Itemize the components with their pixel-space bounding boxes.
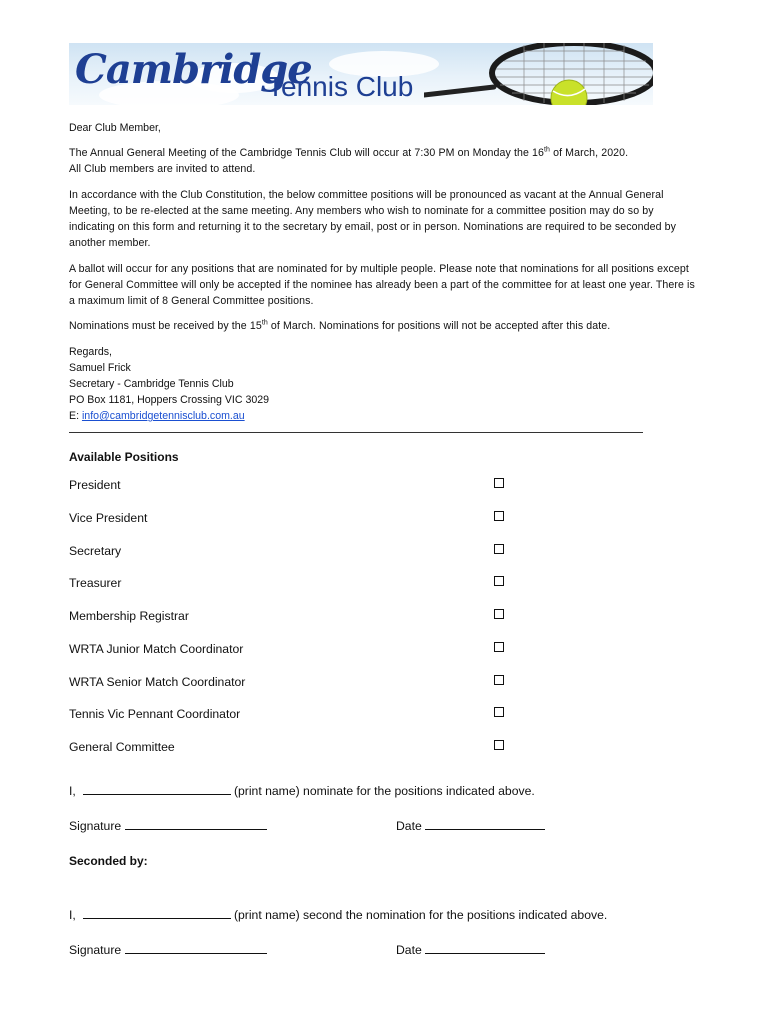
position-general-committee: General Committee	[69, 740, 175, 754]
nominator-name-field[interactable]	[83, 783, 231, 795]
secretary-name: Samuel Frick	[69, 362, 131, 374]
nominator-line	[69, 783, 535, 798]
position-vice-president: Vice President	[69, 511, 148, 525]
greeting: Dear Club Member,	[69, 122, 161, 134]
checkbox-general-committee[interactable]	[494, 740, 504, 750]
position-treasurer: Treasurer	[69, 576, 122, 590]
nominate-text: (print name) nominate for the positions indicated above.	[233, 784, 535, 798]
deadline-text: Nominations must be received by the 15	[69, 320, 262, 332]
seconder-signature-line	[69, 942, 267, 957]
seconded-by-heading: Seconded by:	[69, 854, 148, 868]
second-text: (print name) second the nomination for the positions indicated above.	[233, 908, 608, 922]
position-wrta-junior: WRTA Junior Match Coordinator	[69, 642, 244, 656]
seconder-line	[69, 907, 607, 922]
position-wrta-senior: WRTA Senior Match Coordinator	[69, 675, 246, 689]
nominator-signature-line	[69, 818, 267, 833]
signature-block	[69, 344, 269, 424]
nominator-date-line	[396, 818, 545, 833]
seconder-signature-field[interactable]	[125, 942, 267, 954]
available-positions-heading: Available Positions	[69, 450, 179, 464]
email-link[interactable]: info@cambridgetennisclub.com.au	[81, 410, 245, 422]
checkbox-secretary[interactable]	[494, 544, 504, 554]
paragraph-constitution: In accordance with the Club Constitution, the below committee positions will be pronounced as vacant at the Annual General Meeting, to be re-elected at the same meeting. Any members who wish to nominate for a committee position may do so by indicating on this form and returning it to the secretary by email, post or in person. Nominations are required to be seconded by another member.	[69, 189, 677, 249]
paragraph-deadline	[69, 318, 699, 334]
logo-cambridge: Cambridge	[75, 46, 312, 93]
checkbox-tennis-vic-pennant[interactable]	[494, 707, 504, 717]
seconder-i-label: I,	[69, 908, 76, 922]
checkbox-wrta-senior[interactable]	[494, 675, 504, 685]
checkbox-president[interactable]	[494, 478, 504, 488]
email-prefix: E:	[69, 410, 82, 422]
position-tennis-vic-pennant: Tennis Vic Pennant Coordinator	[69, 707, 241, 721]
logo-tennis-club: Tennis Club	[267, 71, 414, 102]
checkbox-membership-registrar[interactable]	[494, 609, 504, 619]
seconder-date-field[interactable]	[425, 942, 545, 954]
tennis-racket-icon	[424, 43, 653, 105]
meeting-text: The Annual General Meeting of the Cambridge Tennis Club will occur at 7:30 PM on Monday the 16	[69, 147, 545, 159]
invite-text: All Club members are invited to attend.	[69, 163, 256, 175]
meeting-ordinal: th	[544, 146, 551, 154]
checkbox-treasurer[interactable]	[494, 576, 504, 586]
email-line	[69, 408, 269, 424]
position-secretary: Secretary	[69, 544, 122, 558]
position-membership-registrar: Membership Registrar	[69, 609, 189, 623]
paragraph-meeting	[69, 145, 699, 177]
nominator-date-field[interactable]	[425, 818, 545, 830]
deadline-ordinal: th	[261, 319, 268, 327]
seconder-date-line	[396, 942, 545, 957]
position-president: President	[69, 478, 121, 492]
nominator-date-label: Date	[396, 819, 422, 833]
seconder-date-label: Date	[396, 943, 422, 957]
nominator-signature-label: Signature	[69, 819, 122, 833]
checkbox-vice-president[interactable]	[494, 511, 504, 521]
secretary-role: Secretary - Cambridge Tennis Club	[69, 378, 234, 390]
nominator-i-label: I,	[69, 784, 76, 798]
seconder-name-field[interactable]	[83, 907, 231, 919]
divider	[69, 432, 643, 433]
signoff: Regards,	[69, 346, 112, 358]
checkbox-wrta-junior[interactable]	[494, 642, 504, 652]
seconder-signature-label: Signature	[69, 943, 122, 957]
nominator-signature-field[interactable]	[125, 818, 267, 830]
club-banner	[69, 43, 653, 105]
paragraph-ballot: A ballot will occur for any positions that are nominated for by multiple people. Please note that nominations for all positions except for General Committee will only be accepted if the nominee has already been a part of the committee for at least one year. There is a maximum limit of 8 General Committee positions.	[69, 263, 695, 307]
postal-address: PO Box 1181, Hoppers Crossing VIC 3029	[69, 394, 270, 406]
deadline-text-end: of March. Nominations for positions will not be accepted after this date.	[267, 320, 611, 332]
meeting-text-end: of March, 2020.	[550, 147, 629, 159]
